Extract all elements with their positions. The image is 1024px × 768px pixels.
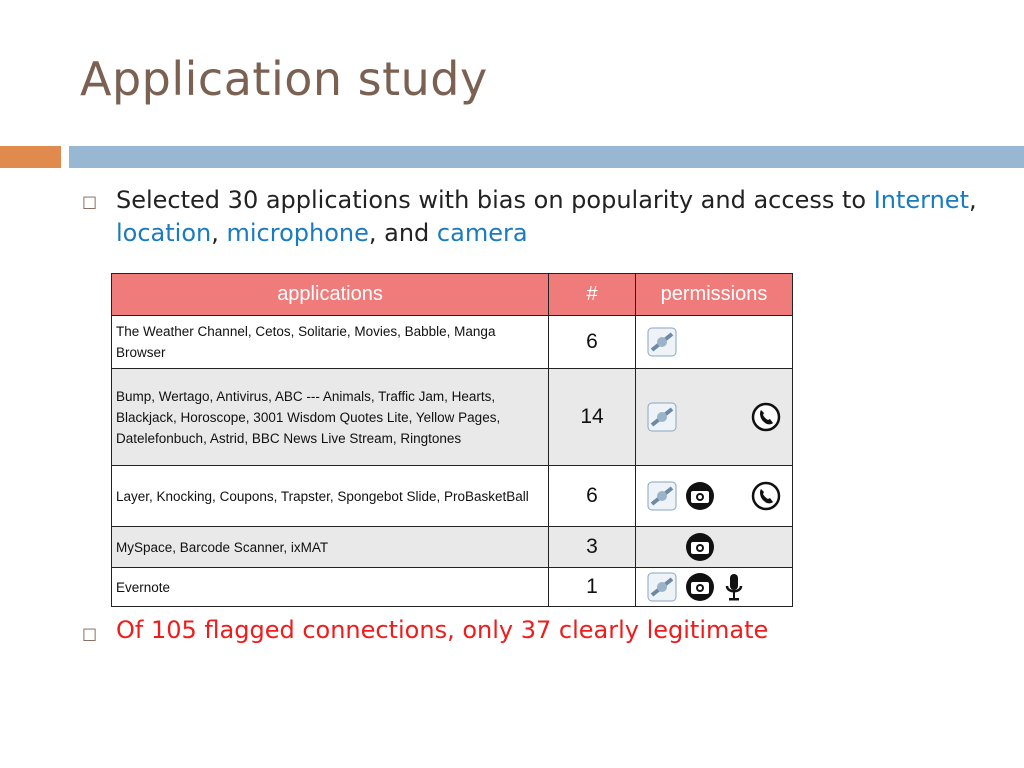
row-apps: Evernote: [112, 568, 549, 607]
bullet-text-flagged: Of 105 flagged connections, only 37 clearly legitimate: [116, 616, 769, 644]
row-apps: The Weather Channel, Cetos, Solitarie, Movies, Babble, Manga Browser: [112, 316, 549, 369]
row-permissions: [636, 466, 793, 527]
table-row: [112, 369, 793, 466]
highlight-location: location: [116, 219, 212, 247]
row-count: 6: [549, 466, 636, 527]
location-icon: [646, 401, 678, 433]
highlight-microphone: microphone: [226, 219, 369, 247]
camera-icon: [684, 571, 716, 603]
location-icon: [646, 480, 678, 512]
camera-icon: [684, 531, 716, 563]
table-row: [112, 527, 793, 568]
header-permissions: permissions: [636, 274, 793, 316]
row-count: 14: [549, 369, 636, 466]
table-row: [112, 568, 793, 607]
bullet-marker: □: [82, 192, 98, 211]
table-row: [112, 466, 793, 527]
row-apps: Layer, Knocking, Coupons, Trapster, Spongebot Slide, ProBasketBall: [112, 466, 549, 527]
microphone-icon: [718, 571, 750, 603]
highlight-internet: Internet: [873, 186, 969, 214]
row-count: 3: [549, 527, 636, 568]
bullet-marker: □: [82, 624, 98, 643]
row-apps: MySpace, Barcode Scanner, ixMAT: [112, 527, 549, 568]
header-applications: applications: [112, 274, 549, 316]
row-permissions: [636, 568, 793, 607]
row-permissions: [636, 369, 793, 466]
title-accent-bar: [0, 146, 61, 168]
row-count: 6: [549, 316, 636, 369]
row-count: 1: [549, 568, 636, 607]
slide-title: Application study: [80, 52, 488, 106]
phone-icon: [750, 401, 782, 433]
camera-icon: [684, 480, 716, 512]
location-icon: [646, 571, 678, 603]
applications-table: [111, 273, 793, 607]
highlight-camera: camera: [436, 219, 528, 247]
row-permissions: [636, 527, 793, 568]
bullet-text-selection: Selected 30 applications with bias on popularity and access to Internet, location, microphone, and camera: [116, 186, 977, 247]
phone-icon: [750, 480, 782, 512]
location-icon: [646, 326, 678, 358]
row-apps: Bump, Wertago, Antivirus, ABC --- Animals, Traffic Jam, Hearts, Blackjack, Horoscope, 3001 Wisdom Quotes Lite, Yellow Pages, Datelefonbuch, Astrid, BBC News Live Stream, Ringtones: [112, 369, 549, 466]
header-count: #: [549, 274, 636, 316]
row-permissions: [636, 316, 793, 369]
table-row: [112, 316, 793, 369]
title-divider-bar: [69, 146, 1024, 168]
